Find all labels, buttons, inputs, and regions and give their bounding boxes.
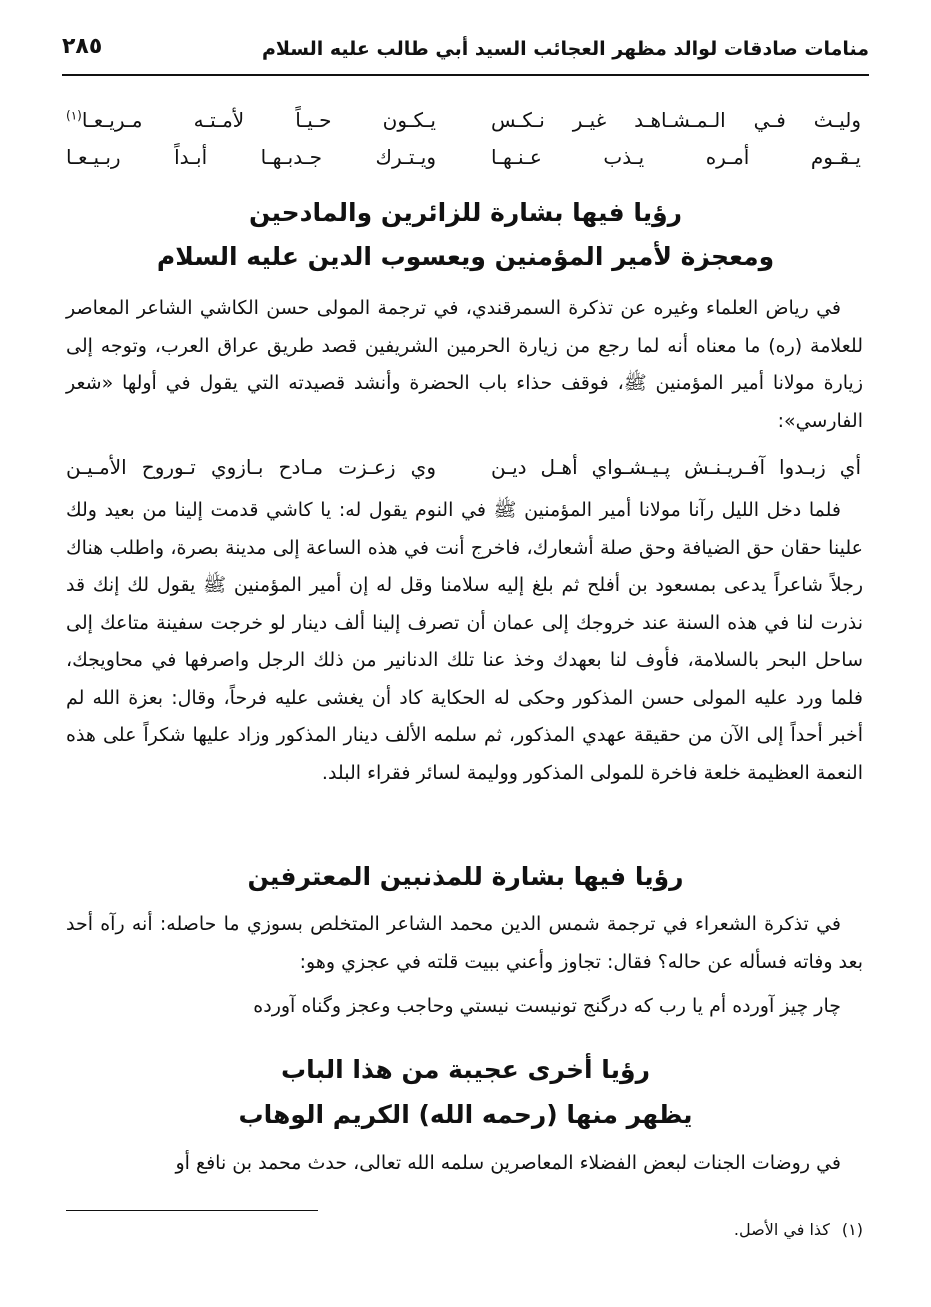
paragraph: في رياض العلماء وغيره عن تذكرة السمرقندي، في ترجمة المولى حسن الكاشي الشاعر المعاصر للعلامة (ره) ما معناه أنه لما رجع من زيارة الحرمين الشريفين قصد طريق عراق العرب، وتوجه إلى زيارة مولانا أمير المؤمنين ﷺ، فوقف حذاء باب الحضرة وأنشد قصيدته التي يقول في أولها «شعر الفارسي»:: [66, 297, 863, 432]
section-heading: رؤيا فيها بشارة للزائرين والمادحين: [248, 198, 683, 227]
paragraph: في تذكرة الشعراء في ترجمة شمس الدين محمد الشاعر المتخلص بسوزي ما حاصله: أنه رآه أحد بعد وفاته فسأله عن حاله؟ فقال: تجاوز وأعني ببيت قلته في عجزي وهو:: [66, 913, 863, 973]
page-number: ٢٨٥: [62, 34, 103, 59]
running-title: منامات صادقات لوالد مظهر العجائب السيد أبي طالب عليه السلام: [261, 38, 869, 60]
verse-text: يـكـون حـيـاً لأمـتـه مـريـعـا: [81, 108, 436, 132]
section-heading: ومعجزة لأمير المؤمنين ويعسوب الدين عليه السلام: [156, 242, 775, 271]
section-heading: رؤيا فيها بشارة للمذنبين المعترفين: [247, 862, 684, 891]
verse-line: [66, 108, 861, 142]
paragraph: فلما دخل الليل رآنا مولانا أمير المؤمنين ﷺ في النوم يقول له: يا كاشي قدمت إلينا من بعيد ولك علينا حقان حق الضيافة وحق صلة أشعارك، فاخرج أنت في هذه الساعة إلى مدينة بصرة، واطلب هناك رجلاً شاعراً يدعى بمسعود بن أفلح ثم بلغ إليه سلامنا وقل له إن أمير المؤمنين ﷺ يقول لك إنك قد نذرت لنا في هذه السنة عند خروجك إلى عمان أن تصرف إلينا ألف دينار لو خرجت سفينة متاعك إلى ساحل البحر بالسلامة، فأوف لنا بعهدك وخذ عنا تلك الدنانير من ذلك الرجل واصرفها في محاويجك، فلما ورد عليه المولى حسن المذكور وحكى له الحكاية كاد أن يغشى عليه فرحاً، وقال: بعزة الله لم أخبر أحداً إلى الآن من حقيقة عهدي المذكور، ثم سلمه الألف دينار المذكور وزاد عليها شكراً على هذه النعمة العظيمة خلعة فاخرة للمولى المذكور ووليمة لسائر فقراء البلد.: [66, 499, 863, 784]
footnote: [734, 1220, 863, 1239]
verse-second-hemistich: وي زعـزت مـادح بـازوي تـوروح الأمـيـن: [66, 455, 436, 479]
verse-second-hemistich: ويـتـرك جـدبـهـا أبـداً ربـيـعـا: [66, 145, 436, 169]
verse-first-hemistich: وليـث فـي الـمـشـاهـد غيـر نـكـس: [491, 108, 861, 132]
footnote-number: (١): [841, 1220, 863, 1239]
footnote-text: كذا في الأصل.: [733, 1220, 830, 1239]
section-heading: يظهر منها (رحمه الله) الكريم الوهاب: [238, 1100, 693, 1129]
running-header: [62, 30, 869, 74]
verse-first-hemistich: يـقـوم أمـره يـذب عـنـهـا: [491, 145, 861, 169]
persian-verse: [66, 455, 861, 489]
footnote-marker: (١): [66, 108, 82, 123]
paragraph: في روضات الجنات لبعض الفضلاء المعاصرين سلمه الله تعالى، حدث محمد بن نافع أو: [175, 1152, 841, 1174]
section-heading: رؤيا أخرى عجيبة من هذا الباب: [281, 1055, 650, 1084]
footnote-rule: [66, 1210, 318, 1211]
verse-first-hemistich: أي زبـدوا آفـريـنـش پـيـشـواي أهـل ديـن: [491, 455, 861, 479]
header-rule: [62, 74, 869, 76]
persian-verse: چار چيز آورده أم يا رب كه درگنج تونيست نيستي وحاجب وعجز وگناه آورده: [253, 995, 841, 1017]
verse-line: [66, 145, 861, 179]
verse-second-hemistich: [66, 108, 436, 132]
